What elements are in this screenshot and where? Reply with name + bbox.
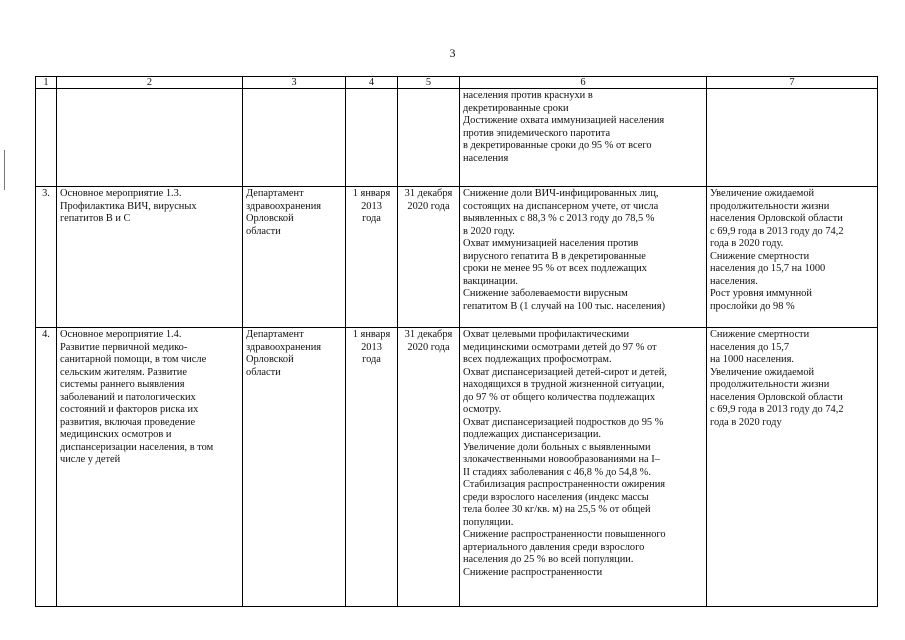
event-line: заболеваний и патологических (60, 391, 196, 403)
impact-line: Снижение смертности (710, 329, 810, 340)
impact-line: населения. (710, 275, 758, 287)
start-date-line: 2013 (361, 200, 382, 212)
impact-line: продолжительности жизни (710, 379, 830, 390)
results-line: тела более 30 кг/кв. м) на 25,5 % от общей (463, 504, 651, 515)
event-line: числе у детей (60, 454, 121, 465)
results-line: вакцинации. (463, 275, 519, 287)
start-date-line: 2013 (361, 341, 382, 353)
event-line: сельским жителям. Развитие (60, 366, 187, 378)
results-line: злокачественными новообразованиями на I– (463, 454, 660, 465)
impact-line: населения Орловской области (710, 213, 843, 224)
results-line: сроки не менее 95 % от всех подлежащих (463, 263, 647, 274)
binding-mark (4, 150, 5, 190)
event-line: Развитие первичной медико- (60, 341, 188, 353)
results-line: до 97 % от общего количества подлежащих (463, 391, 656, 403)
impact-line: населения до 15,7 (710, 341, 790, 353)
impact-line: с 69,9 года в 2013 году до 74,2 (710, 404, 844, 415)
start-date-cell (346, 187, 398, 328)
executor-line: Департамент (246, 329, 304, 340)
results-line: II стадиях заболевания с 46,8 % до 54,8 %. (463, 466, 651, 478)
results-line: декретированные сроки (463, 102, 569, 114)
cell-empty (398, 89, 460, 187)
event-line: медицинских осмотров и (60, 429, 172, 440)
executor-cell (243, 328, 346, 607)
executor-line: здравоохранения (246, 341, 322, 353)
cell-empty (346, 89, 398, 187)
header-col-5: 5 (398, 77, 460, 89)
impact-cell (707, 187, 878, 328)
results-line: находящихся в трудной жизненной ситуации, (463, 379, 665, 390)
results-line: населения (463, 152, 509, 164)
impact-line: с 69,9 года в 2013 году до 74,2 (710, 225, 844, 237)
event-line: системы раннего выявления (60, 379, 185, 390)
results-line: населения до 25 % во всей популяции. (463, 554, 634, 565)
cell-empty (243, 89, 346, 187)
row-number: 4. (36, 328, 57, 607)
start-date-line: 1 января (352, 188, 391, 199)
results-line: Увеличение доли больных с выявленными (463, 441, 651, 453)
event-cell (57, 328, 243, 607)
continuation-results-cell (460, 89, 707, 187)
results-line: Охват иммунизацией населения против (463, 238, 639, 249)
table-row-3 (36, 187, 878, 328)
results-line: состоящих на диспансерном учете, от числа (463, 200, 659, 212)
executor-line: области (246, 225, 281, 237)
impact-line: Рост уровня иммунной (710, 288, 812, 299)
page-number: 3 (449, 46, 456, 60)
table-row-4 (36, 328, 878, 607)
executor-line: Орловской (246, 213, 294, 224)
executor-line: Орловской (246, 354, 294, 365)
results-line: против эпидемического паротита (463, 127, 611, 139)
impact-line: года в 2020 году. (710, 238, 784, 249)
event-line: гепатитов В и С (60, 213, 131, 224)
results-line: в декретированные сроки до 95 % от всего (463, 140, 652, 151)
results-cell (460, 328, 707, 607)
event-line: Профилактика ВИЧ, вирусных (60, 200, 197, 212)
impact-line: населения до 15,7 на 1000 (710, 263, 826, 274)
impact-line: Снижение смертности (710, 250, 810, 262)
impact-line: Увеличение ожидаемой (710, 188, 815, 199)
header-col-7: 7 (707, 77, 878, 89)
results-line: популяции. (463, 516, 514, 528)
results-line: осмотру. (463, 404, 502, 415)
header-col-6: 6 (460, 77, 707, 89)
continuation-row (36, 89, 878, 187)
cell-empty (707, 89, 878, 187)
cell-empty (57, 89, 243, 187)
header-col-4: 4 (346, 77, 398, 89)
results-line: Стабилизация распространенности ожирения (463, 479, 666, 490)
results-line: Снижение заболеваемости вирусным (463, 288, 628, 299)
start-date-line: года (362, 354, 381, 365)
impact-line: продолжительности жизни (710, 200, 830, 212)
end-date-line: 2020 года (407, 200, 450, 212)
results-line: в 2020 году. (463, 225, 515, 237)
event-line: диспансеризации населения, в том (60, 441, 214, 453)
impact-line: на 1000 населения. (710, 354, 794, 365)
results-line: Охват целевыми профилактическими (463, 329, 630, 340)
results-line: медицинскими осмотрами детей до 97 % от (463, 341, 657, 353)
header-col-1: 1 (36, 77, 57, 89)
start-date-line: года (362, 213, 381, 224)
results-line: всех подлежащих профосмотрам. (463, 354, 612, 365)
header-row (36, 77, 878, 89)
start-date-line: 1 января (352, 329, 391, 340)
results-line: артериального давления среди взрослого (463, 541, 645, 553)
executor-line: области (246, 366, 281, 378)
results-line: Снижение распространенности повышенного (463, 529, 666, 540)
cell-empty (36, 89, 57, 187)
impact-cell (707, 328, 878, 607)
event-line: состояний и факторов риска их (60, 404, 199, 415)
start-date-cell (346, 328, 398, 607)
row-number: 3. (36, 187, 57, 328)
header-col-2: 2 (57, 77, 243, 89)
end-date-cell (398, 328, 460, 607)
results-line: выявленных с 88,3 % с 2013 году до 78,5 % (463, 213, 655, 224)
results-line: Охват диспансеризацией подростков до 95 % (463, 416, 664, 428)
results-line: Снижение распространенности (463, 566, 603, 578)
results-cell (460, 187, 707, 328)
end-date-line: 31 декабря (404, 188, 453, 199)
results-line: среди взрослого населения (индекс массы (463, 491, 649, 503)
end-date-cell (398, 187, 460, 328)
impact-line: года в 2020 году (710, 416, 782, 428)
end-date-line: 31 декабря (404, 329, 453, 340)
event-cell (57, 187, 243, 328)
program-table (35, 76, 878, 607)
event-line: Основное мероприятие 1.4. (60, 329, 182, 340)
executor-line: здравоохранения (246, 200, 322, 212)
impact-line: Увеличение ожидаемой (710, 366, 815, 378)
impact-line: прослойки до 98 % (710, 300, 795, 312)
results-line: вирусного гепатита В в декретированные (463, 250, 646, 262)
results-line: Снижение доли ВИЧ-инфицированных лиц, (463, 188, 659, 199)
event-line: санитарной помощи, в том числе (60, 354, 207, 365)
end-date-line: 2020 года (407, 341, 450, 353)
results-line: Достижение охвата иммунизацией населения (463, 115, 665, 126)
event-line: развития, включая проведение (60, 416, 196, 428)
impact-line: населения Орловской области (710, 391, 843, 403)
results-line: гепатитом В (1 случай на 100 тыс. населения) (463, 300, 666, 312)
executor-cell (243, 187, 346, 328)
results-line: населения против краснухи в (463, 90, 593, 101)
executor-line: Департамент (246, 188, 304, 199)
results-line: подлежащих диспансеризации. (463, 429, 601, 440)
header-col-3: 3 (243, 77, 346, 89)
event-line: Основное мероприятие 1.3. (60, 188, 182, 199)
results-line: Охват диспансеризацией детей-сирот и детей, (463, 366, 667, 378)
